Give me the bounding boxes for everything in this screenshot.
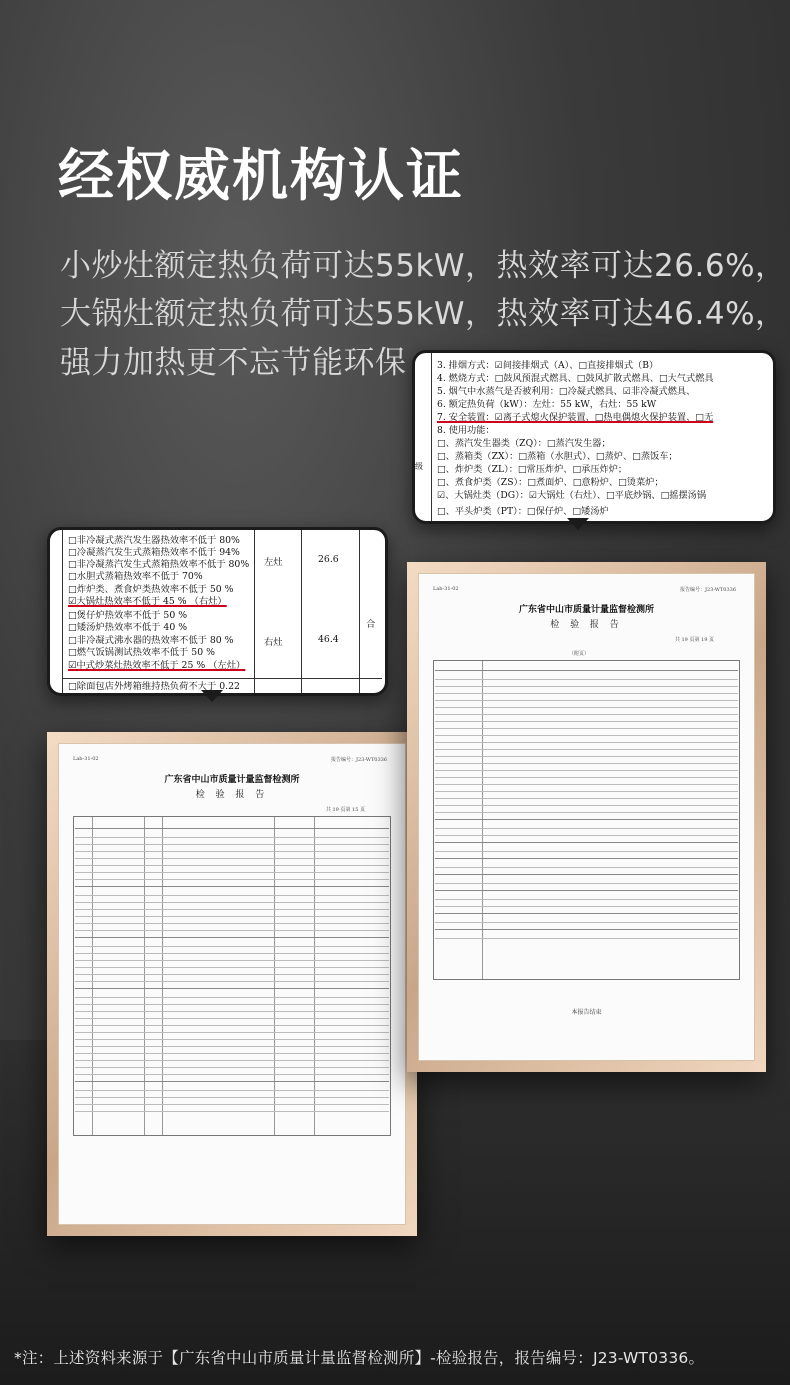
efficiency-row-highlighted: ☑中式炒菜灶热效率不低于 25 % （左灶）: [68, 660, 246, 671]
spec-row: 3. 排烟方式：☑间接排烟式（A）、□直接排烟式（B）: [437, 360, 659, 371]
spec-row: □、蒸汽发生器类（ZQ）：□蒸汽发生器；: [437, 438, 611, 449]
source-footnote: *注：上述资料来源于【广东省中山市质量计量监督检测所】-检验报告，报告编号：J23-WT0336。: [14, 1349, 705, 1367]
doc-code: Lab-31-02: [433, 586, 459, 592]
report-org: 广东省中山市质量计量监督检测所: [518, 605, 654, 615]
spec-row: 5. 烟气中水蒸气是否被利用：□冷凝式燃具、☑非冷凝式燃具、: [437, 386, 696, 397]
efficiency-row: □非冷凝蒸汽发生式蒸箱热效率不低于 80%: [68, 559, 250, 570]
right-burner-label: 右灶: [264, 637, 283, 648]
report-title: 检 验 报 告: [195, 790, 269, 800]
report-frame-left: [47, 732, 417, 1236]
callout-pointer-right: [567, 518, 589, 530]
efficiency-row: □煲仔炉热效率不低于 50 %: [68, 610, 188, 621]
left-burner-value: 26.6: [318, 554, 339, 565]
result-label: 合: [366, 619, 376, 630]
zoom-callout-right: [412, 350, 776, 524]
callout-pointer-left: [201, 690, 223, 702]
efficiency-row: □炸炉类、煮食炉类热效率不低于 50 %: [68, 584, 234, 595]
report-frame-right: [407, 562, 766, 1072]
efficiency-row: □非冷凝式蒸汽发生器热效率不低于 80%: [68, 535, 240, 546]
spec-row-highlighted: 7. 安全装置：☑离子式熄火保护装置、□热电偶熄火保护装置、□无: [437, 412, 714, 423]
doc-code: Lab-31-02: [73, 756, 99, 762]
subtitle-line-1: 小炒灶额定热负荷可达55kW，热效率可达26.6%，: [60, 248, 787, 284]
spec-row: □、蒸箱类（ZX）：□蒸箱（水胆式）、□蒸炉、□蒸饭车；: [437, 451, 678, 462]
spec-row: 8. 使用功能：: [437, 425, 495, 436]
report-org: 广东省中山市质量计量监督检测所: [164, 775, 300, 785]
report-page-left: [58, 743, 406, 1225]
report-number: 报告编号：J23-WT0336: [680, 587, 736, 593]
zoom-callout-left: [47, 527, 388, 696]
left-burner-label: 左灶: [264, 557, 283, 568]
spec-row: □、平头炉类（PT）：□保仔炉、□矮汤炉: [437, 506, 609, 517]
report-title: 检 验 报 告: [550, 620, 623, 630]
report-table-rows-left: [75, 828, 389, 1118]
efficiency-row: □冷凝蒸汽发生式蒸箱热效率不低于 94%: [68, 547, 240, 558]
spec-row: ☑、大锅灶类（DG）：☑大锅灶（右灶）、□平底炒锅、□摇摆汤锅: [437, 490, 707, 501]
subtitle-line-2: 大锅灶额定热负荷可达55kW，热效率可达46.4%，: [60, 296, 787, 332]
right-burner-value: 46.4: [318, 634, 339, 645]
efficiency-row: □非冷凝式沸水器的热效率不低于 80 %: [68, 635, 234, 646]
report-end-note: 本报告结束: [571, 1009, 602, 1016]
page-indicator: 共 19 页第 19 页: [674, 637, 714, 643]
report-page-right: [418, 573, 755, 1061]
report-number: 报告编号：J23-WT0336: [331, 757, 387, 763]
efficiency-row: □矮汤炉热效率不低于 40 %: [68, 622, 188, 633]
report-table-rows-right: [435, 670, 738, 945]
spec-row: □、煮食炉类（ZS）：□煮面炉、□意粉炉、□烫菜炉；: [437, 477, 664, 488]
efficiency-row: □燃气饭锅测试热效率不低于 50 %: [68, 647, 215, 658]
side-char: 级: [415, 462, 423, 471]
spec-row: 6. 额定热负荷（kW）：左灶：55 kW，右灶：55 kW: [437, 399, 657, 410]
efficiency-row: □水胆式蒸箱热效率不低于 70%: [68, 571, 203, 582]
efficiency-row: □除面包店外烤箱维持热负荷不大于 0.22: [68, 681, 240, 692]
page-note: （附页）: [569, 651, 590, 657]
subtitle-line-3: 强力加热更不忘节能环保: [60, 345, 407, 381]
spec-row: 4. 燃烧方式：□鼓风预混式燃具、□鼓风扩散式燃具、□大气式燃具: [437, 373, 714, 384]
page-indicator: 共 19 页第 15 页: [325, 807, 365, 813]
page-title: 经权威机构认证: [58, 144, 464, 209]
spec-row: □、炸炉类（ZL）：□常压炸炉、□承压炸炉；: [437, 464, 628, 475]
efficiency-row-highlighted: ☑大锅灶热效率不低于 45 % （右灶）: [68, 596, 227, 607]
